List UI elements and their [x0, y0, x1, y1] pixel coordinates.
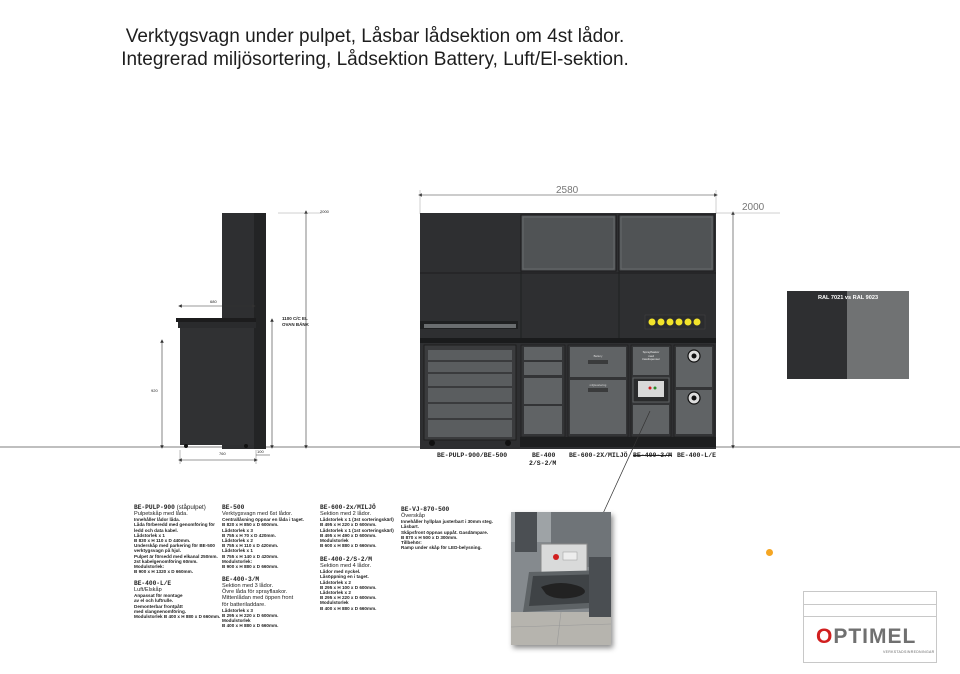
drawer-text-3: trasdispenser [641, 357, 660, 362]
desc-code: BE-400-2/S-2/M [320, 556, 372, 563]
module-label-5: BE-400-L/E [677, 452, 717, 459]
desc-be-pulp-900 [134, 504, 224, 574]
drawer-text-5: miljösortering [589, 383, 607, 387]
desc-be-vj-870-500 [401, 506, 501, 550]
side-bench-label: 920 [151, 388, 158, 393]
desc-code-suffix: (ståpulpet) [174, 504, 206, 511]
desc-subtitle: Sektion med 3 lådor. Övre låda för sprayflaskor. Mittenlådan med öppen front för batteriladdare. [222, 583, 294, 608]
desc-code: BE-400-3/M [222, 576, 260, 583]
drawer-text-2: med [648, 353, 654, 358]
desc-subtitle: Luft/Elskåp [134, 587, 162, 593]
ral-light-swatch [847, 291, 909, 379]
desc-details: Anpassat för montage av el och luftrulle. Demonterbar frontpått med slangnenomföring. Modulstorlek B 400 x H 880 x D 660mm. [134, 593, 221, 620]
desc-be-400-3m [222, 576, 312, 629]
module-label-2: BE-400 [532, 452, 556, 459]
logo-subtitle: VERKSTADSINREDNINGAR [883, 650, 935, 654]
side-bottom-label: 760 [219, 451, 226, 456]
desc-code: BE-PULP-900 [134, 504, 175, 511]
desc-subtitle: Sektion med 4 lådor. [320, 563, 371, 569]
side-height-label: 2000 [320, 209, 329, 214]
title-line-1: Verktygsvagn under pulpet, Låsbar lådsektion om 4st lådor. [125, 26, 625, 47]
ral-dark-swatch [787, 291, 847, 379]
desc-code: BE-400-L/E [134, 580, 172, 587]
side-cc-label: 1100 C/C EL [282, 316, 308, 321]
desc-details: Lådstorlek x 3 B 295 x H 220 x D 600mm. Modulstorlek B 400 x H 880 x D 660mm. [222, 607, 279, 629]
desc-details: Innehåller hyllplan justerbart i 30mm steg. Låsbart. Skåpsfront öppnas uppåt. Gasdämpare. B 870 x H 500 x D 300mm. Tillbehör: Ramp under skåp för LED-belysning. [401, 519, 493, 551]
ral-label: RAL 7021 vs RAL 9023 [817, 295, 879, 301]
drawer-text-4: Battery [593, 354, 603, 358]
desc-subtitle: Verktygsvagn med 6st lådor. [222, 511, 293, 517]
desc-code: BE-500 [222, 504, 245, 511]
module-label-1: BE-PULP-900/BE-500 [437, 452, 508, 459]
desc-be-400-2s-2m [320, 556, 410, 611]
desc-subtitle: Överskåp [401, 513, 425, 519]
desc-be-600-miljo [320, 504, 410, 548]
desc-details: Centrallåsning öppnar en låda i taget. B 820 x H 850 x D 600mm. Lådstorlek x 3 B 755 x H 70 x D 420mm. Lådstorlek x 2 B 755 x H 110 x D 420mm. Lådstorlek x 1 B 755 x H 140 x D 420mm. Modulstorlek: B 900 x H 880 x D 660mm. [222, 517, 304, 570]
logo-text: OPTIMEL [816, 625, 917, 648]
side-view [162, 212, 322, 464]
desc-be-400-le [134, 580, 224, 619]
desc-subtitle: Sektion med 2 lådor. [320, 511, 371, 517]
desc-code: BE-VJ-870-500 [401, 506, 450, 513]
desc-details: Lådstorlek x 1 (3st sorteringskärl) B 495 x H 220 x D 600mm. Lådstorlek x 1 (1st sorteringskärl) B 495 x H 490 x D 600mm. Modulstorlek B 600 x H 880 x D 660mm. [320, 517, 394, 549]
drawer-text-1: Sprayflaskor [642, 350, 660, 354]
desc-subtitle: Pulpetskåp med lådа. [134, 511, 188, 517]
module-label-3: BE-600-2X/MILJÖ [569, 452, 628, 459]
title-line-2: Integrerad miljösortering, Lådsektion Battery, Luft/El-sektion. [121, 49, 629, 70]
front-width-label: 2580 [556, 185, 579, 196]
orange-dot [766, 549, 773, 556]
side-depth-label: 680 [210, 299, 217, 304]
desc-be-500 [222, 504, 312, 569]
ral-color-swatch [787, 291, 909, 379]
product-photo [511, 512, 611, 645]
desc-details: Innehåller lådor lådа. Låda förberedd med genomföring för ledd och data kabel. Lådstorlek x 1 B 830 x H 110 x D 440mm. Underskåp med parkering för BE-500 verktygsvagn på hjul. Pulpet är försedd med elkanal 250mm. 2st kabelgenomföring 60mm. Modulstorlek: B 900 x H 1320 x D 660mm. [134, 517, 218, 575]
module-label-2b: 2/S-2/M [529, 460, 557, 467]
side-lower-cabinet [180, 328, 254, 445]
optimel-logo [816, 625, 916, 649]
side-cc-label-2: OVAN BÄNK [282, 322, 309, 327]
desc-code: BE-600-2x/MILJÖ [320, 504, 376, 511]
front-height-label: 2000 [742, 202, 765, 213]
desc-details: Lådor med nyckel. Låsöppning en i taget. Lådstorlek x 2 B 295 x H 100 x D 600mm. Lådstorlek x 2 B 295 x H 220 x D 600mm. Modulstorlek B 400 x H 880 x D 660mm. [320, 569, 377, 611]
module-label-4: BE-400-3/M [633, 452, 673, 459]
side-bottom-label-2: 100 [257, 449, 264, 454]
